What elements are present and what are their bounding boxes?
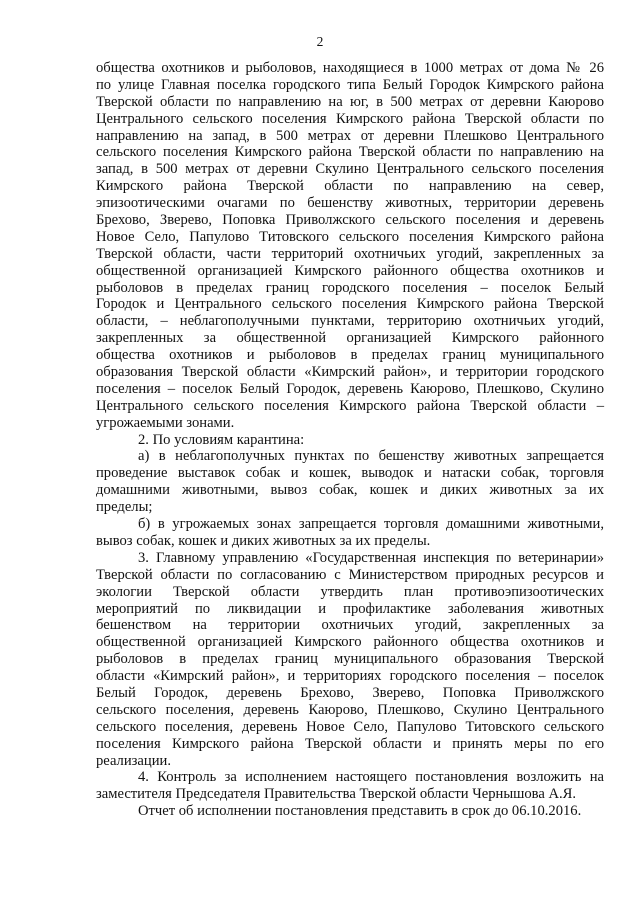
text-line: заместителя Председателя Правительства Тверской области Чернышова А.Я.	[96, 786, 577, 803]
text-line: бешенством на территории охотничьих угодий, закрепленных за	[96, 617, 604, 634]
text-line: Тверской области по направлению на юг, в 500 метрах от деревни Каюрово	[96, 93, 604, 110]
text-line: Тверской области, части территорий охотничьих угодий, закрепленных за	[96, 245, 604, 262]
text-line: проведение выставок собак и кошек, выводок и натаски собак, торговля	[96, 465, 604, 482]
text-line: области «Кимрский район», и территориях городского поселения – поселок	[96, 668, 604, 685]
text-line: пределы;	[96, 499, 153, 516]
text-line: направлению на запад, в 500 метрах от деревни Плешково Центрального	[96, 127, 604, 144]
text-line: Тверской области по согласованию с Министерством природных ресурсов и	[96, 566, 604, 583]
text-line: эпизоотическими очагами по бешенству животных, территории деревень	[96, 195, 604, 212]
text-line: вывоз собак, кошек и диких животных за их пределы.	[96, 532, 431, 549]
text-line: Брехово, Зверево, Поповка Приволжского сельского поселения и деревень	[96, 212, 604, 229]
text-line: 2. По условиям карантина:	[138, 431, 305, 448]
text-line: поселения Кимрского района Тверской области и принять меры по его	[96, 735, 604, 752]
text-line: Белый Городок, деревень Брехово, Зверево, Поповка Приволжского	[96, 684, 604, 701]
text-line: экологии Тверской области утвердить план противоэпизоотических	[96, 583, 604, 600]
text-line: 3. Главному управлению «Государственная инспекция по ветеринарии»	[138, 549, 604, 566]
text-line: реализации.	[96, 752, 171, 769]
text-line: Кимрского района Тверской области по направлению на север,	[96, 178, 604, 195]
text-line: а) в неблагополучных пунктах по бешенству животных запрещается	[138, 448, 604, 465]
text-line: мероприятий по ликвидации и профилактике заболевания животных	[96, 600, 604, 617]
text-line: поселения – поселок Белый Городок, деревень Каюрово, Плешково, Скулино	[96, 380, 604, 397]
text-line: рыболовов в пределах границ городского поселения – поселок Белый	[96, 279, 604, 296]
text-line: сельского поселения, деревень Каюрово, Плешково, Скулино Центрального	[96, 701, 604, 718]
text-line: закрепленных за общественной организацией Кимрского районного	[96, 330, 604, 347]
text-line: рыболовов в пределах границ муниципального образования Тверской	[96, 651, 604, 668]
text-line: угрожаемыми зонами.	[96, 414, 235, 431]
text-line: Новое Село, Папулово Титовского сельского поселения Кимрского района	[96, 228, 604, 245]
text-line: 4. Контроль за исполнением настоящего постановления возложить на	[138, 769, 604, 786]
text-line: сельского поселения Кимрского района Тверской области по направлению на	[96, 144, 604, 161]
text-line: Центрального сельского поселения Кимрского района Тверской области –	[96, 397, 604, 414]
text-line: образования Тверской области «Кимрский район», и территории городского	[96, 364, 604, 381]
text-line: б) в угрожаемых зонах запрещается торговля домашними животными,	[138, 516, 604, 533]
text-line: Городок и Центрального сельского поселения Кимрского района Тверской	[96, 296, 604, 313]
text-line: запад, в 500 метрах от деревни Скулино Центрального сельского поселения	[96, 161, 604, 178]
text-line: Центрального сельского поселения Кимрского района Тверской области по	[96, 110, 604, 127]
text-line: области, – неблагополучными пунктами, территорию охотничьих угодий,	[96, 313, 604, 330]
text-line: сельского поселения, деревень Новое Село, Папулово Титовского сельского	[96, 718, 604, 735]
document-body	[96, 60, 604, 820]
text-line: домашними животными, вывоз собак, кошек и диких животных за их	[96, 482, 604, 499]
text-line: общественной организацией Кимрского районного общества охотников и	[96, 262, 604, 279]
text-line: Отчет об исполнении постановления представить в срок до 06.10.2016.	[138, 803, 582, 820]
text-line: общества охотников и рыболовов, находящиеся в 1000 метрах от дома № 26	[96, 60, 604, 76]
page-number: 2	[316, 34, 324, 49]
text-line: общественной организацией Кимрского районного общества охотников и	[96, 634, 604, 651]
text-line: общества охотников и рыболовов в пределах границ муниципального	[96, 347, 604, 364]
text-line: по улице Главная поселка городского типа Белый Городок Кимрского района	[96, 76, 604, 93]
